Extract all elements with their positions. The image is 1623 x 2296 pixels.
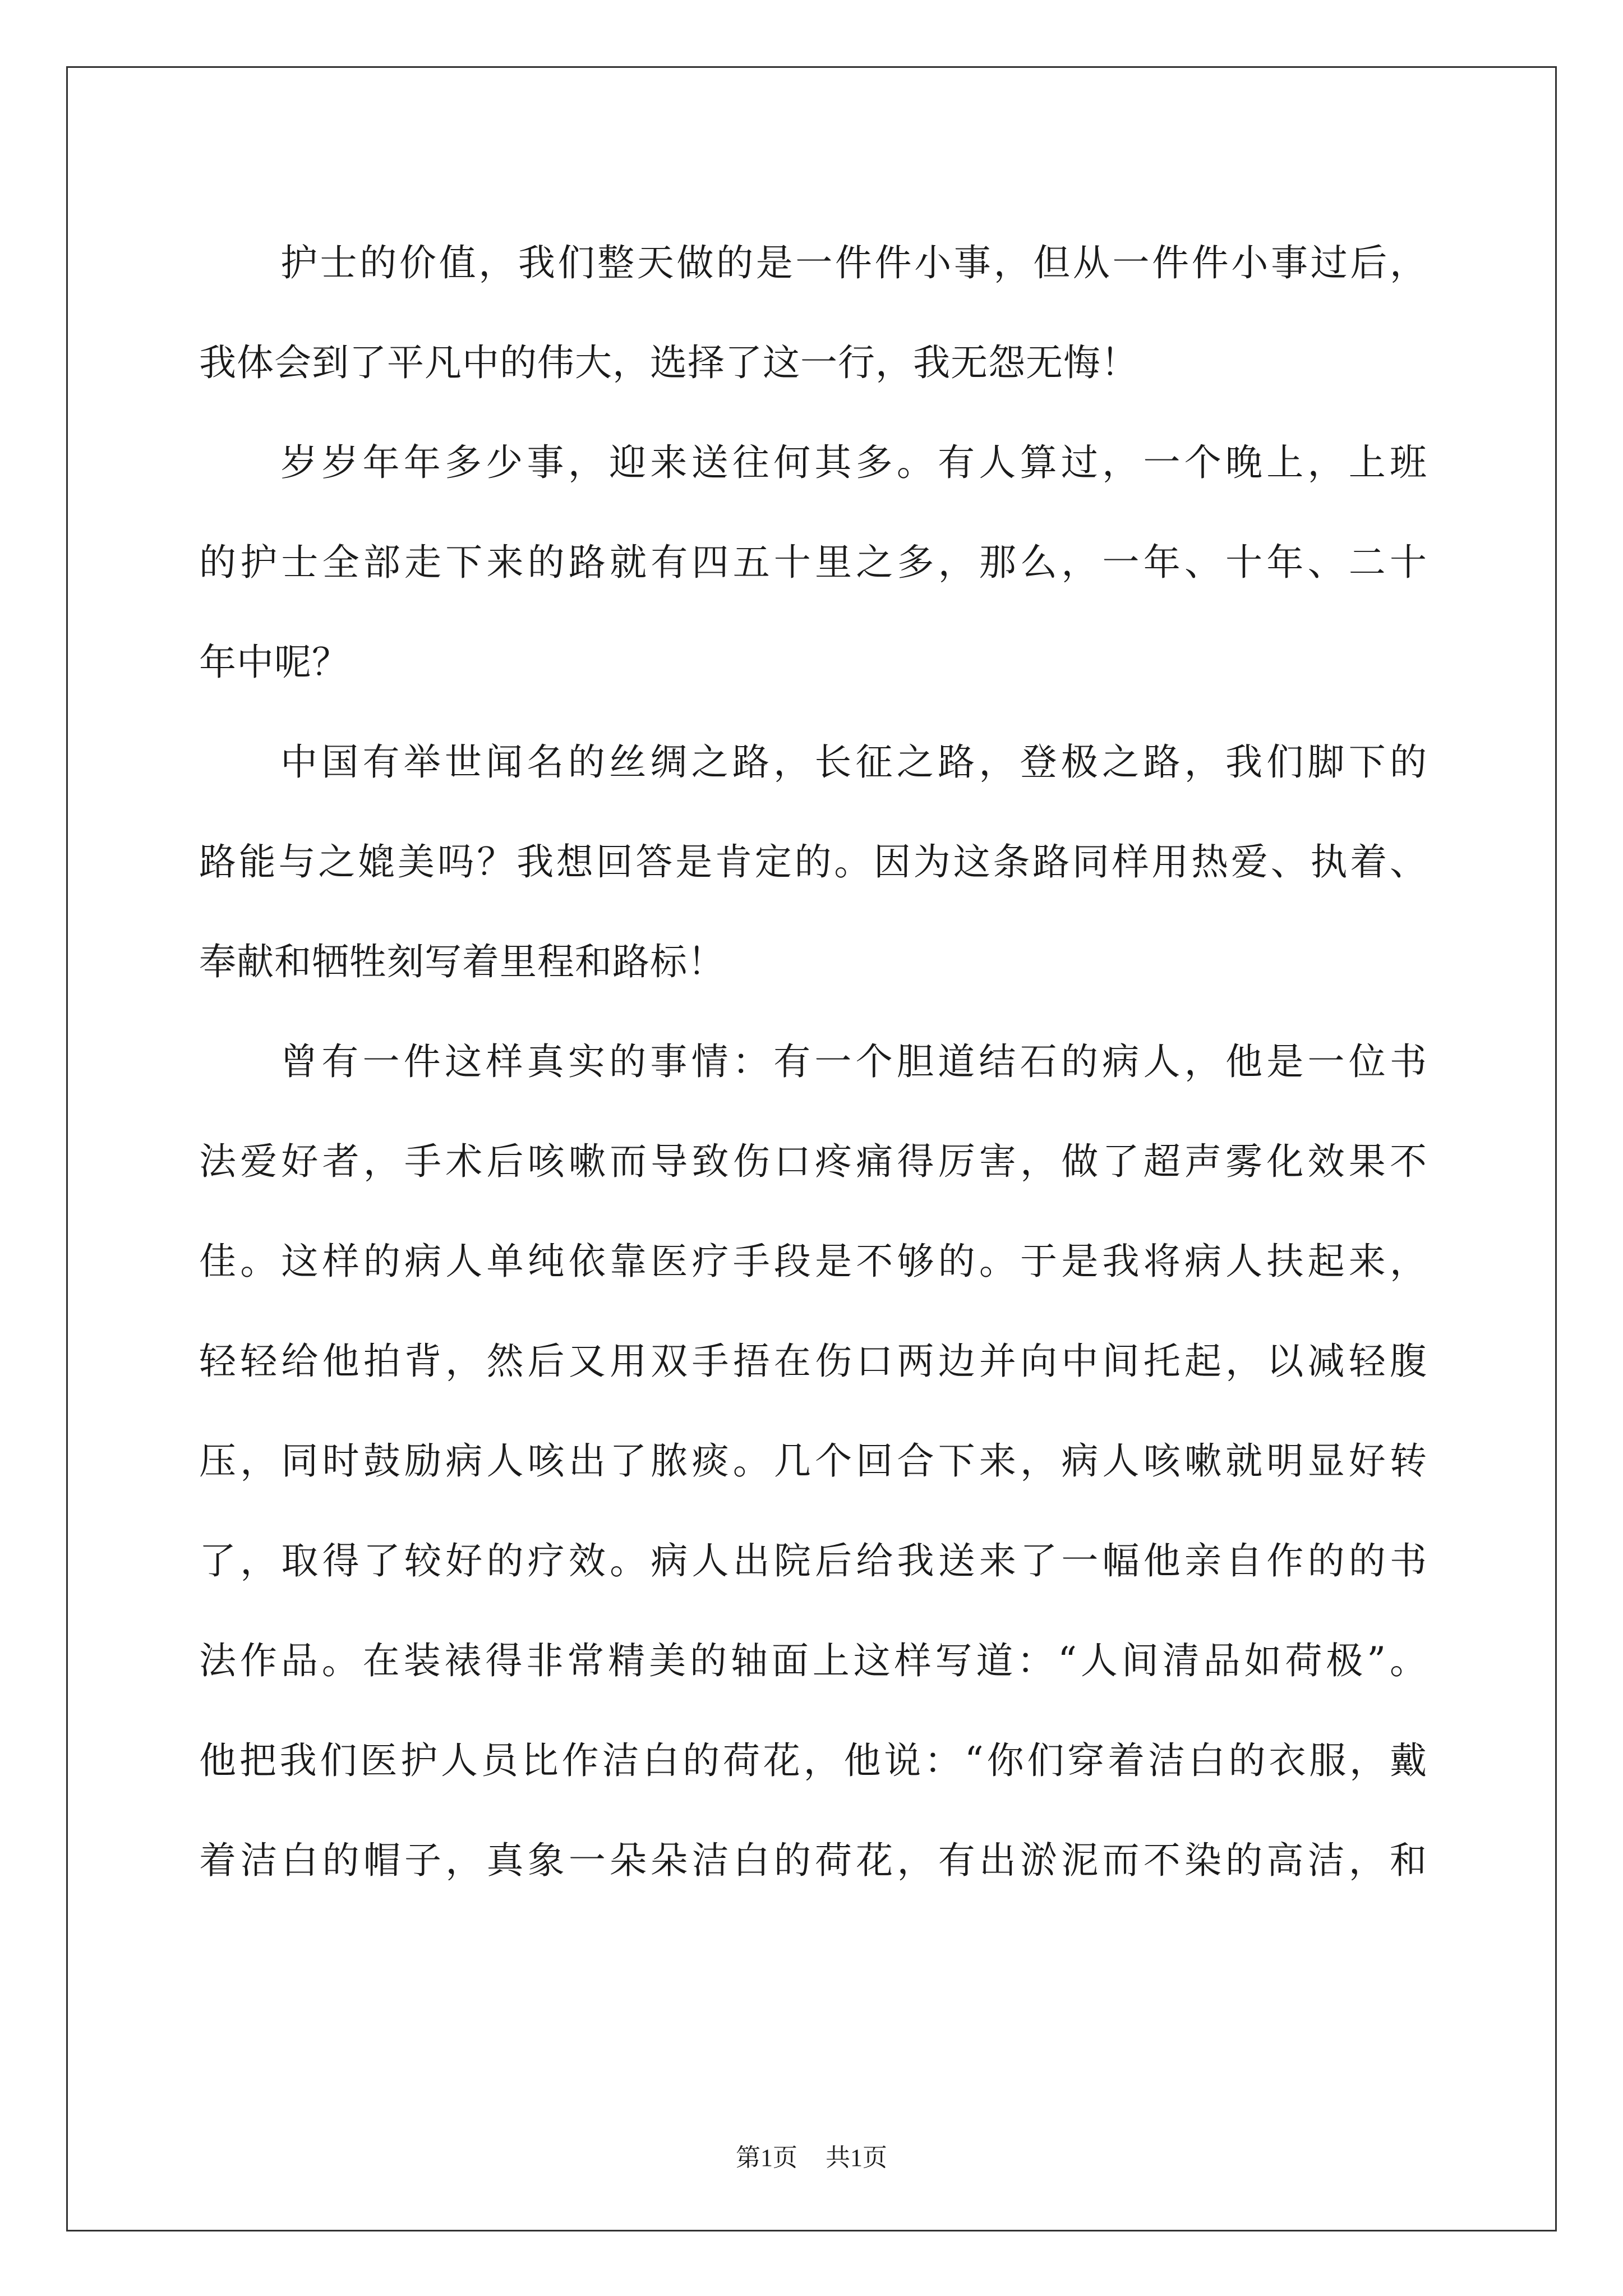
paragraph-line: 我体会到了平凡中的伟大，选择了这一行，我无怨无悔！ — [199, 341, 1138, 384]
page-total: 共1页 — [826, 2144, 887, 2171]
paragraph-line: 佳。这样的病人单纯依靠医疗手段是不够的。于是我将病人扶起来， — [199, 1240, 1427, 1283]
paragraph-line: 年中呢？ — [199, 641, 349, 684]
paragraph-line: 压，同时鼓励病人咳出了脓痰。几个回合下来，病人咳嗽就明显好转 — [199, 1439, 1427, 1483]
document-body — [199, 213, 1427, 1911]
paragraph-line: 了，取得了较好的疗效。病人出院后给我送来了一幅他亲自作的的书 — [199, 1539, 1427, 1582]
paragraph-line: 轻轻给他拍背，然后又用双手捂在伤口两边并向中间托起，以减轻腹 — [199, 1340, 1427, 1383]
paragraph-line: 奉献和牺牲刻写着里程和路标！ — [199, 940, 725, 983]
paragraph-line: 曾有一件这样真实的事情：有一个胆道结石的病人，他是一位书 — [280, 1040, 1427, 1083]
paragraph-line: 着洁白的帽子，真象一朵朵洁白的荷花，有出淤泥而不染的高洁，和 — [199, 1839, 1427, 1882]
paragraph-line: 法爱好者，手术后咳嗽而导致伤口疼痛得厉害，做了超声雾化效果不 — [199, 1140, 1427, 1183]
paragraph-line: 中国有举世闻名的丝绸之路，长征之路，登极之路，我们脚下的 — [280, 740, 1427, 784]
paragraph-line: 的护士全部走下来的路就有四五十里之多，那么，一年、十年、二十 — [199, 541, 1427, 584]
paragraph-line: 岁岁年年多少事，迎来送往何其多。有人算过，一个晚上，上班 — [280, 441, 1427, 484]
page-number: 第1页 — [736, 2144, 797, 2171]
paragraph-line: 护士的价值，我们整天做的是一件件小事，但从一件件小事过后， — [280, 241, 1427, 284]
paragraph-line: 他把我们医护人员比作洁白的荷花，他说：“你们穿着洁白的衣服，戴 — [199, 1739, 1427, 1782]
page-footer — [0, 2137, 1623, 2173]
paragraph-line: 法作品。在装裱得非常精美的轴面上这样写道：“人间清品如荷极”。 — [199, 1639, 1427, 1682]
paragraph-line: 路能与之媲美吗？我想回答是肯定的。因为这条路同样用热爱、执着、 — [199, 840, 1427, 884]
